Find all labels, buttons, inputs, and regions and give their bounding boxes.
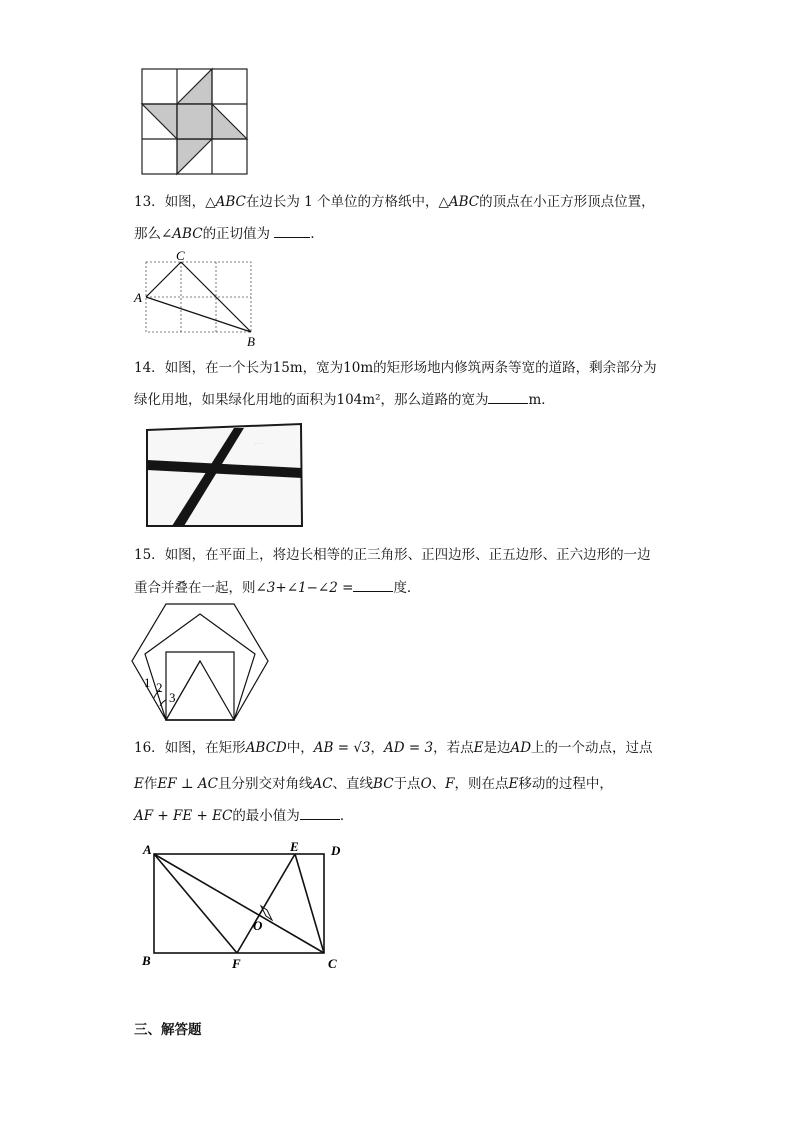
q13-triangle-label: △ABC xyxy=(205,194,246,210)
q16-f: F xyxy=(445,776,455,792)
q16-label-b: B xyxy=(142,953,151,968)
q14-text: ，那么道路的宽为 xyxy=(380,392,489,408)
q13-triangle-label: △ABC xyxy=(438,194,480,210)
q13-line1 xyxy=(134,192,655,212)
q13-text: 在边长为 1 个单位的方格纸中， xyxy=(245,194,439,210)
q16-label-o: O xyxy=(253,918,263,933)
q14-text: 的矩形场地内修筑两条等宽的道路，剩余部分为 xyxy=(373,360,657,376)
q14-number: 14． xyxy=(134,360,165,376)
q13-label-b: B xyxy=(247,334,255,349)
q16-text: 且分别交对角线 xyxy=(217,776,313,792)
q16-text: 上的一个动点，过点 xyxy=(531,740,653,756)
q16-ad2: AD xyxy=(510,740,532,756)
q13-text: 如图， xyxy=(164,194,206,210)
q13-label-c: C xyxy=(176,248,185,263)
q15-text: 度． xyxy=(393,580,421,596)
pinwheel-shaded-shape xyxy=(142,69,247,174)
q13-number: 13． xyxy=(134,194,165,210)
q16-expression: AF + FE + EC xyxy=(134,808,233,824)
q15-number: 15． xyxy=(134,547,165,563)
q16-number: 16． xyxy=(134,740,165,756)
q16-text: ，则在点 xyxy=(454,776,509,792)
q14-watermark: … xyxy=(254,436,264,447)
q16-watermark: … xyxy=(208,881,217,891)
q14-width: 10m xyxy=(343,360,374,376)
q16-text: 的最小值为 xyxy=(232,808,300,824)
q13-text: 的顶点在小正方形顶点位置， xyxy=(479,194,655,210)
q16-line2 xyxy=(134,774,613,794)
q14-length: 15m xyxy=(272,360,303,376)
q16-label-c: C xyxy=(328,956,337,971)
q16-perp: EF ⊥ AC xyxy=(157,776,218,792)
q13-text: ． xyxy=(310,226,324,242)
q15-expression: ∠3+∠1−∠2 = xyxy=(255,580,354,596)
q16-line1 xyxy=(134,738,653,758)
q16-ac: AC xyxy=(312,776,333,792)
q15-angle-2: 2 xyxy=(156,680,163,695)
q16-e: E xyxy=(508,776,519,792)
q13-angle: ∠ABC xyxy=(161,226,203,242)
q15-text: 如图，在平面上，将边长相等的正三角形、正四边形、正五边形、正六边形的一边 xyxy=(164,547,651,563)
q16-text: 、 xyxy=(431,776,446,792)
q16-label-e: E xyxy=(290,839,299,854)
q16-answer-blank[interactable] xyxy=(300,805,340,820)
q14-text: 如图，在一个长为 xyxy=(164,360,273,376)
q16-text: 中， xyxy=(286,740,314,756)
q16-text: 是边 xyxy=(483,740,511,756)
q15-answer-blank[interactable] xyxy=(353,577,393,592)
q16-text: ． xyxy=(339,808,354,824)
q16-e: E xyxy=(473,740,484,756)
q14-area: 104m² xyxy=(336,392,381,408)
q16-text: 、直线 xyxy=(332,776,374,792)
q14-text: ，宽为 xyxy=(302,360,344,376)
q16-label-a: A xyxy=(143,842,152,857)
q14-figure xyxy=(144,422,306,530)
q16-text: 如图，在矩形 xyxy=(164,740,246,756)
q13-text: 的正切值为 xyxy=(202,226,271,242)
q15-angle-1: 1 xyxy=(144,675,151,690)
q13-label-a: A xyxy=(134,290,142,305)
q16-figure xyxy=(140,838,350,973)
q16-text: 作 xyxy=(143,776,158,792)
q16-ab: AB = √3 xyxy=(313,740,371,756)
q16-rect: ABCD xyxy=(245,740,287,756)
q14-text: 绿化用地，如果绿化用地的面积为 xyxy=(134,392,337,408)
q14-line2 xyxy=(134,389,555,410)
q16-ad: AD = 3 xyxy=(384,740,434,756)
q13-answer-blank[interactable] xyxy=(274,223,310,238)
q13-dotted-grid xyxy=(146,262,251,332)
q13-figure xyxy=(132,248,262,348)
q15-angle-3: 3 xyxy=(169,690,176,705)
q14-line1 xyxy=(134,358,657,378)
q15-line1 xyxy=(134,545,651,565)
q14-unit: m． xyxy=(528,392,555,408)
q16-text: 于点 xyxy=(393,776,421,792)
q16-text: ， xyxy=(370,740,385,756)
q13-text: 那么 xyxy=(134,226,161,242)
q16-o: O xyxy=(420,776,432,792)
triangle-shape xyxy=(166,661,234,720)
q16-label-f: F xyxy=(232,956,241,971)
q14-answer-blank[interactable] xyxy=(488,389,528,404)
q15-figure xyxy=(130,602,275,724)
pinwheel-grid-figure xyxy=(140,68,250,176)
q16-e: E xyxy=(134,776,144,792)
q16-label-d: D xyxy=(331,843,341,858)
section-title: 三、解答题 xyxy=(134,1022,202,1038)
q15-line2 xyxy=(134,577,420,598)
q13-line2 xyxy=(134,223,324,244)
q15-text: 重合并叠在一起，则 xyxy=(134,580,256,596)
q16-text: ，若点 xyxy=(433,740,474,756)
q16-bc: BC xyxy=(373,776,394,792)
q16-line3 xyxy=(134,805,353,826)
q16-text: 移动的过程中， xyxy=(518,776,613,792)
